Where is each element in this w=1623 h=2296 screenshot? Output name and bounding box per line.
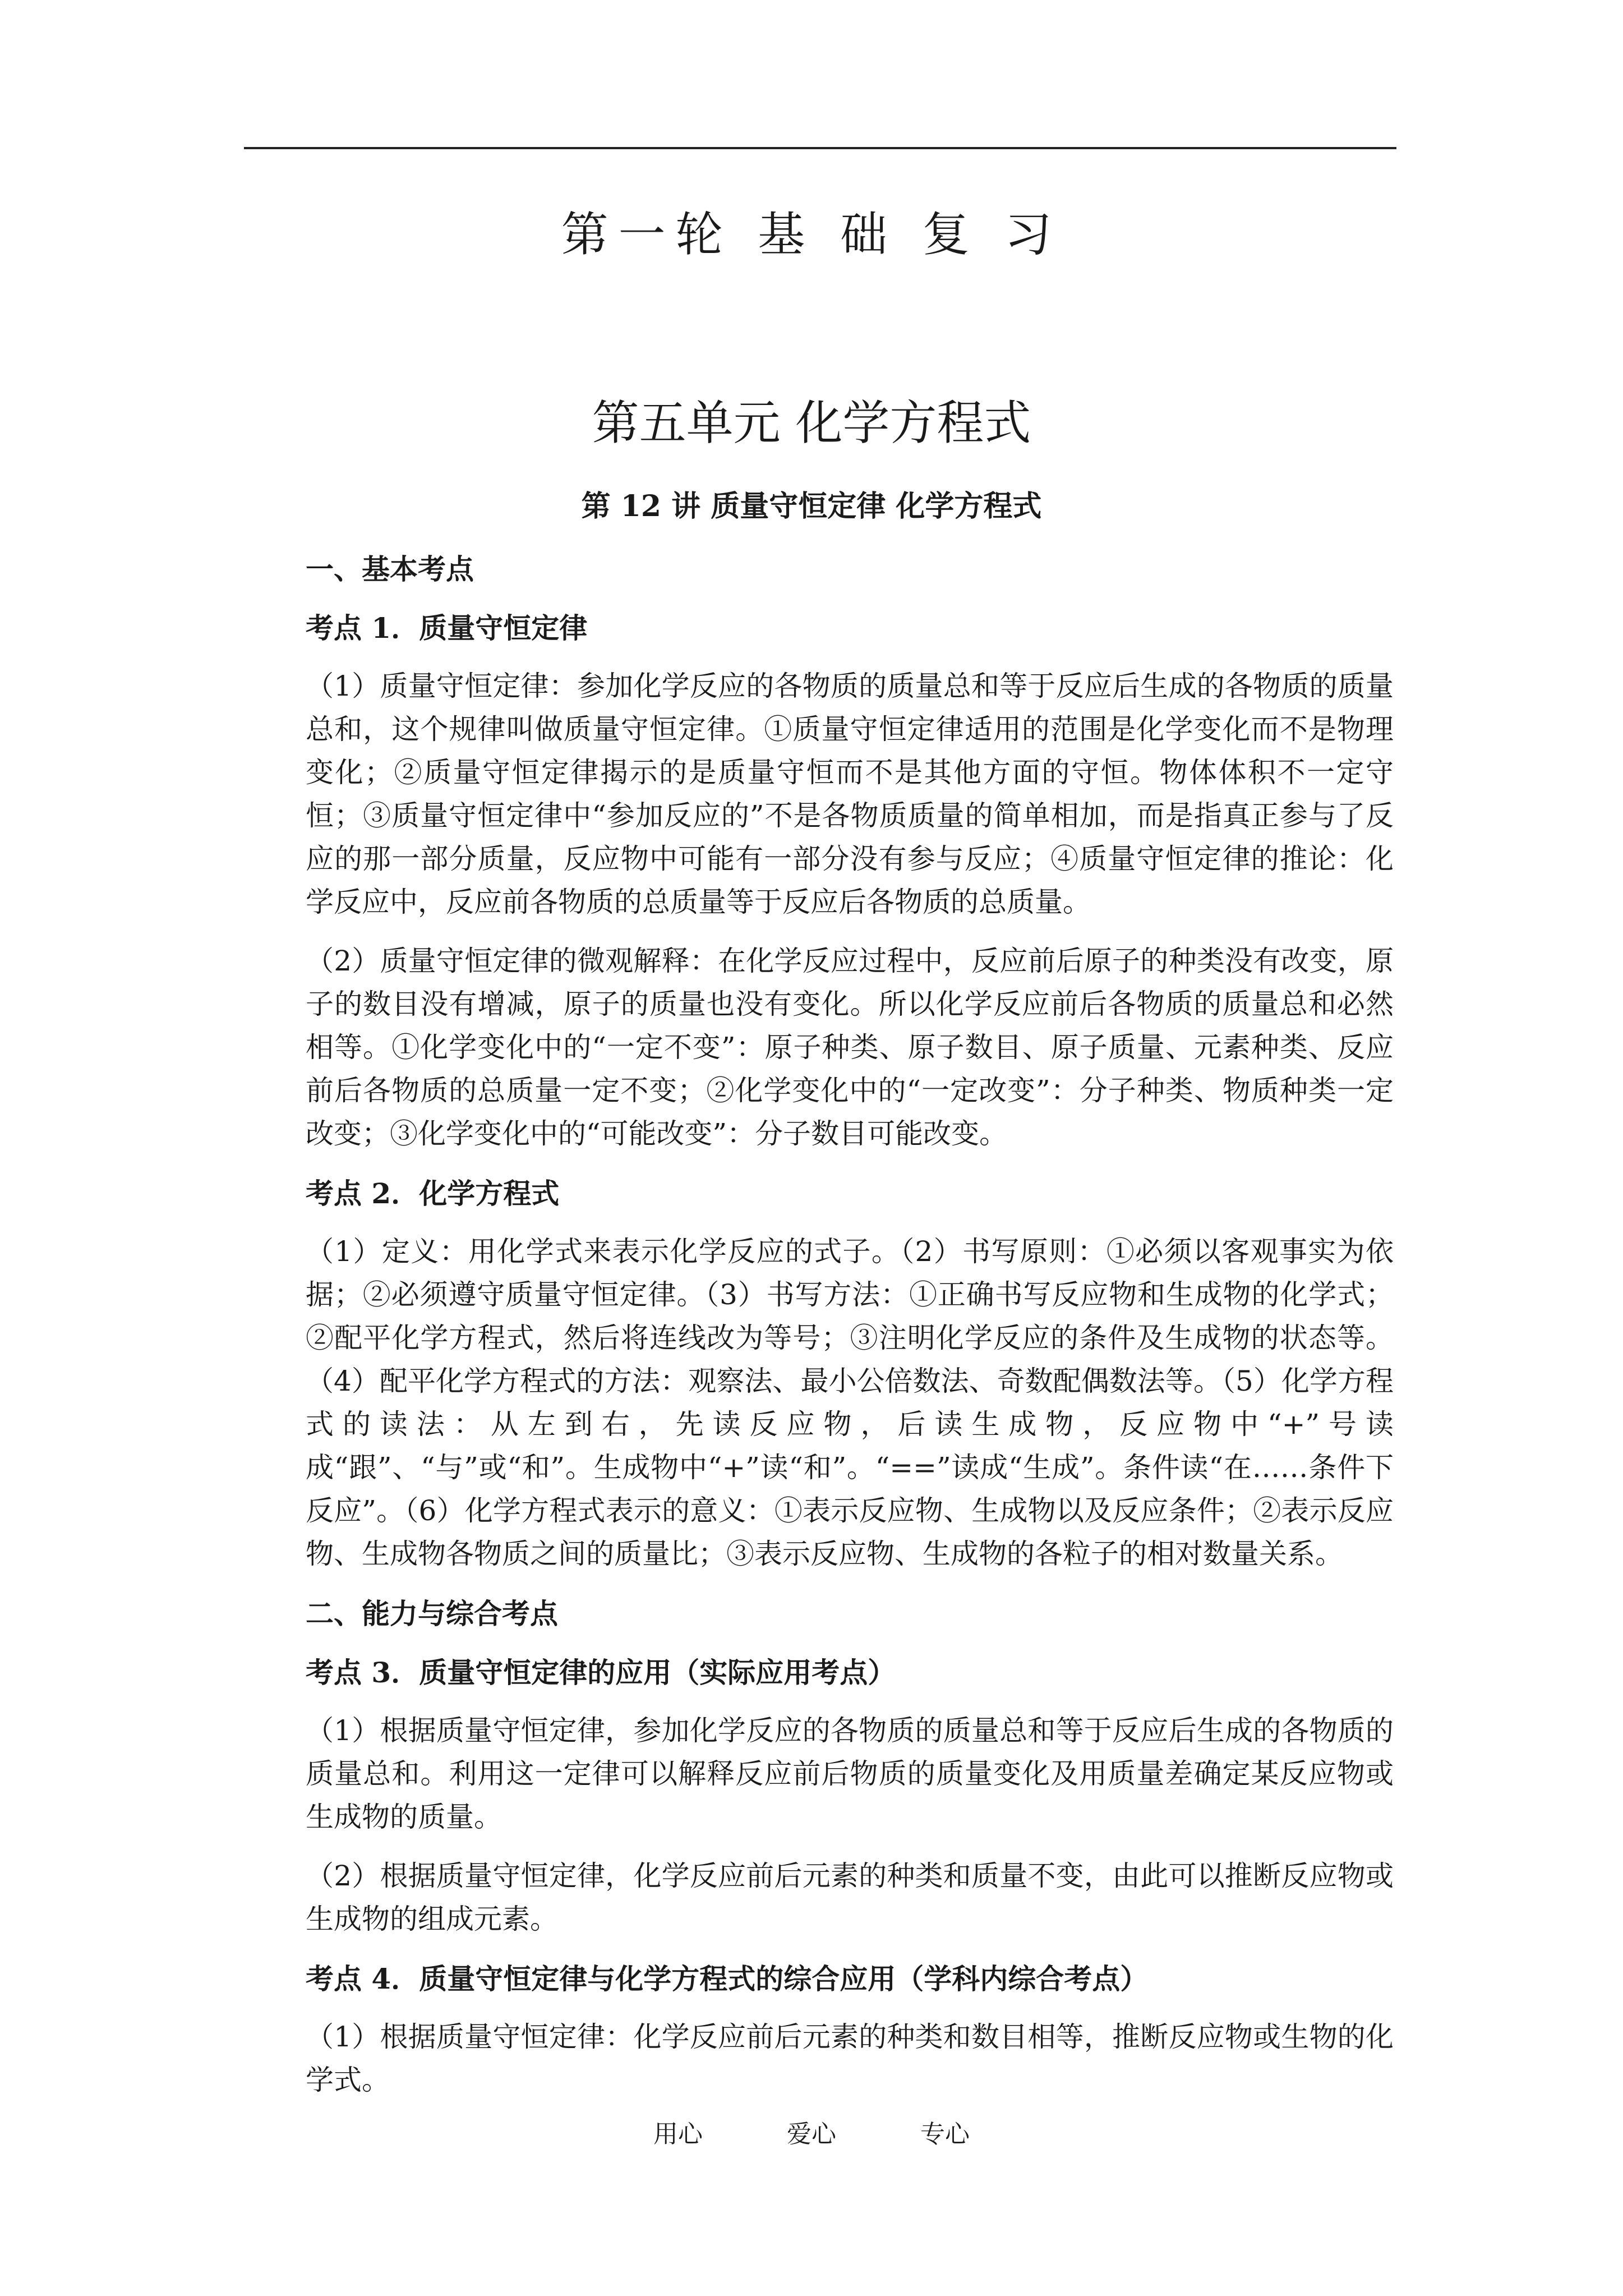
- document-body: [306, 547, 1394, 2118]
- section-heading-ability: 二、能力与综合考点: [306, 1597, 558, 1630]
- top-rule: [244, 147, 1396, 149]
- kaodian-1-paragraph-1: （1）质量守恒定律：参加化学反应的各物质的质量总和等于反应后生成的各物质的质量总和，这个规律叫做质量守恒定律。①质量守恒定律适用的范围是化学变化而不是物理变化；②质量守恒定律揭示的是质量守恒而不是其他方面的守恒。物体体积不一定守恒；③质量守恒定律中“参加反应的”不是各物质质量的简单相加，而是指真正参与了反应的那一部分质量，反应物中可能有一部分没有参与反应；④质量守恒定律的推论：化学反应中，反应前各物质的总质量等于反应后各物质的总质量。: [306, 670, 1394, 918]
- kaodian-3-heading: 考点 3．质量守恒定律的应用（实际应用考点）: [306, 1656, 896, 1689]
- series-title: 第一轮 基 础 复 习: [561, 207, 1062, 262]
- kaodian-3-paragraph-1: （1）根据质量守恒定律，参加化学反应的各物质的质量总和等于反应后生成的各物质的质量总和。利用这一定律可以解释反应前后物质的质量变化及用质量差确定某反应物或生成物的质量。: [306, 1714, 1394, 1833]
- section-heading-basic: 一、基本考点: [306, 553, 474, 586]
- kaodian-1-heading: 考点 1．质量守恒定律: [306, 611, 588, 645]
- kaodian-1-paragraph-2: （2）质量守恒定律的微观解释：在化学反应过程中，反应前后原子的种类没有改变，原子的数目没有增减，原子的质量也没有变化。所以化学反应前后各物质的质量总和必然相等。①化学变化中的“一定不变”：原子种类、原子数目、原子质量、元素种类、反应前后各物质的总质量一定不变；②化学变化中的“一定改变”：分子种类、物质种类一定改变；③化学变化中的“可能改变”：分子数目可能改变。: [306, 945, 1394, 1150]
- kaodian-4-heading: 考点 4．质量守恒定律与化学方程式的综合应用（学科内综合考点）: [306, 1962, 1149, 1995]
- page-footer: [0, 2114, 1623, 2150]
- footer-word-3: 专心: [920, 2120, 970, 2148]
- unit-title: 第五单元 化学方程式: [592, 395, 1031, 450]
- kaodian-2-paragraph-1: （1）定义：用化学式来表示化学反应的式子。（2）书写原则：①必须以客观事实为依据；②必须遵守质量守恒定律。（3）书写方法：①正确书写反应物和生成物的化学式；②配平化学方程式，然后将连线改为等号；③注明化学反应的条件及生成物的状态等。（4）配平化学方程式的方法：观察法、最小公倍数法、奇数配偶数法等。（5）化学方程式的读法：从左到右，先读反应物，后读生成物，反应物中“+”号读成“跟”、“与”或“和”。生成物中“+”读“和”。“==”读成“生成”。条件读“在……条件下反应”。（6）化学方程式表示的意义：①表示反应物、生成物以及反应条件；②表示反应物、生成物各物质之间的质量比；③表示反应物、生成物的各粒子的相对数量关系。: [306, 1235, 1394, 1570]
- kaodian-4-paragraph-1: （1）根据质量守恒定律：化学反应前后元素的种类和数目相等，推断反应物或生物的化学式。: [306, 2021, 1394, 2096]
- footer-word-1: 用心: [653, 2120, 703, 2148]
- kaodian-3-paragraph-2: （2）根据质量守恒定律，化学反应前后元素的种类和质量不变，由此可以推断反应物或生成物的组成元素。: [306, 1860, 1394, 1935]
- kaodian-2-heading: 考点 2．化学方程式: [306, 1177, 560, 1210]
- lecture-title: 第 12 讲 质量守恒定律 化学方程式: [581, 489, 1042, 523]
- footer-word-2: 爱心: [787, 2120, 836, 2148]
